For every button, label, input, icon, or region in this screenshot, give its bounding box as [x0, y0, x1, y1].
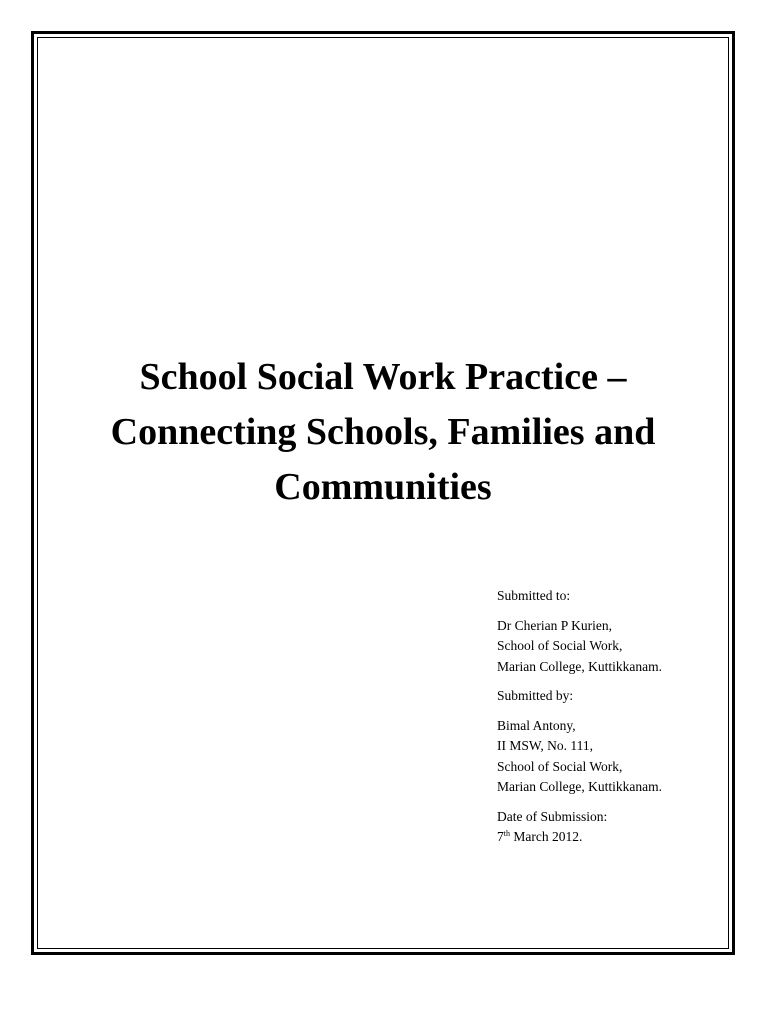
submitted-to-details [497, 616, 727, 678]
submission-info [497, 586, 727, 857]
recipient-name: Dr Cherian P Kurien, [497, 617, 612, 633]
submitted-by-details [497, 716, 727, 798]
author-college: Marian College, Kuttikkanam. [497, 779, 662, 794]
submission-month-year: March 2012. [509, 829, 583, 844]
author-class-roll: II MSW, No. 111, [497, 738, 594, 753]
title-line-1: School Social Work Practice – [139, 356, 627, 398]
title-line-3: Communities [274, 466, 492, 508]
recipient-department: School of Social Work, [497, 638, 623, 653]
submitted-to-label: Submitted to: [497, 588, 571, 603]
document-title [37, 350, 729, 515]
title-line-2: Connecting Schools, Families and [110, 411, 656, 453]
author-department: School of Social Work, [497, 758, 623, 774]
recipient-college: Marian College, Kuttikkanam. [497, 658, 662, 674]
submission-day: 7 [497, 829, 504, 844]
submitted-by-label-block [497, 686, 727, 707]
submission-date [497, 827, 727, 848]
submission-day-suffix: th [503, 829, 510, 838]
author-name: Bimal Antony, [497, 717, 576, 733]
submitted-to-label-block [497, 586, 727, 607]
submission-date-block [497, 807, 727, 848]
submission-date-label: Date of Submission: [497, 808, 608, 824]
submitted-by-label: Submitted by: [497, 688, 574, 703]
